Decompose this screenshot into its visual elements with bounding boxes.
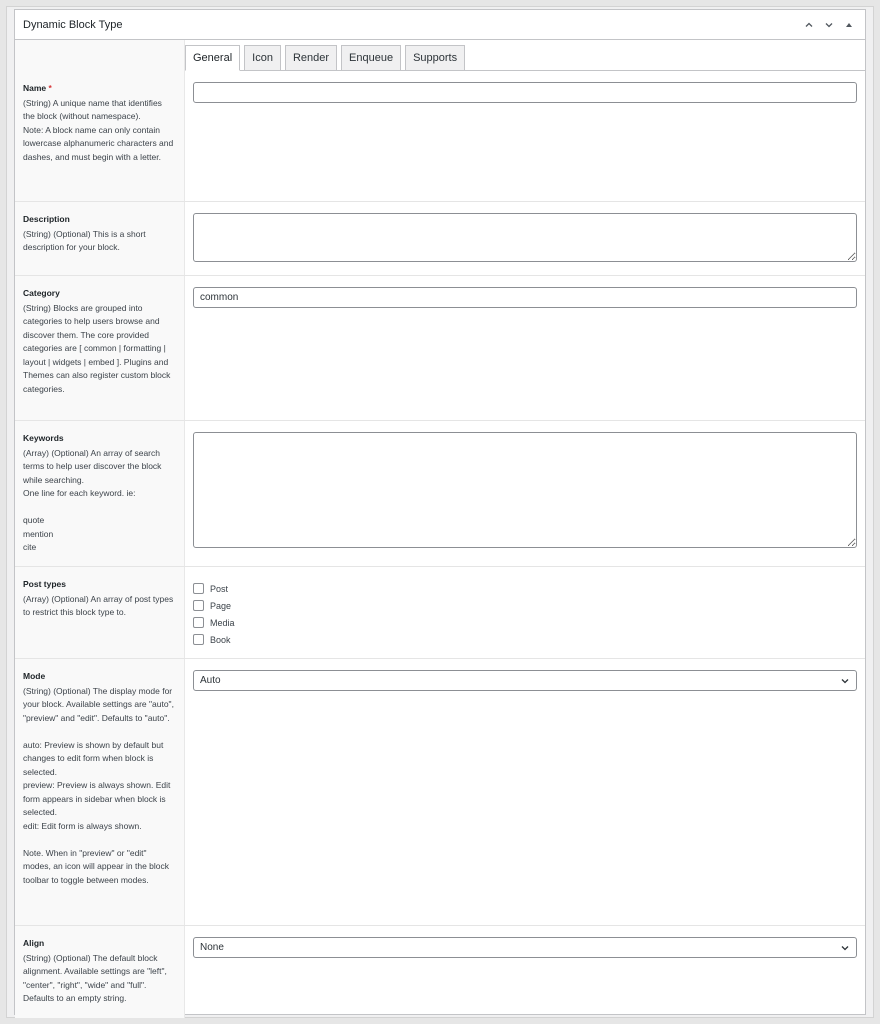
- move-down-icon[interactable]: [821, 17, 837, 33]
- tab-render[interactable]: Render: [285, 45, 337, 71]
- panel-header: [15, 10, 865, 40]
- post-type-option: [193, 631, 857, 648]
- required-mark: *: [48, 83, 52, 93]
- name-input[interactable]: [193, 82, 857, 103]
- post-checkbox[interactable]: [193, 583, 204, 594]
- move-up-icon[interactable]: [801, 17, 817, 33]
- tab-icon[interactable]: Icon: [244, 45, 281, 71]
- field-row-keywords: [15, 421, 865, 567]
- page-checkbox[interactable]: [193, 600, 204, 611]
- field-row-name: [15, 71, 865, 202]
- keywords-label: Keywords: [23, 433, 64, 443]
- page-option-label: Page: [210, 600, 232, 611]
- category-help: (String) Blocks are grouped into categories to help users browse and discover them. The core provided categories are [ common | formatting | layout | widgets | embed ]. Plugins and Themes can also register custom block categories.: [23, 302, 171, 394]
- post-type-option: [193, 597, 857, 614]
- name-label: Name: [23, 83, 47, 93]
- dynamic-block-type-panel: [14, 9, 866, 1015]
- tab-supports[interactable]: Supports: [405, 45, 465, 71]
- post-types-checkbox-list: [193, 580, 857, 648]
- field-row-description: [15, 202, 865, 276]
- field-row-category: [15, 276, 865, 421]
- tab-general[interactable]: General: [185, 45, 240, 71]
- align-selected-value: None: [200, 942, 224, 953]
- media-checkbox[interactable]: [193, 617, 204, 628]
- field-row-align: [15, 926, 865, 1018]
- align-label: Align: [23, 938, 45, 948]
- mode-selected-value: Auto: [200, 675, 221, 686]
- keywords-label-cell: [15, 421, 185, 566]
- field-row-post-types: [15, 567, 865, 659]
- panel-title: Dynamic Block Type: [23, 18, 123, 31]
- tab-bar: [15, 40, 865, 71]
- description-label-cell: [15, 202, 185, 275]
- description-label: Description: [23, 214, 70, 224]
- post-types-label-cell: [15, 567, 185, 658]
- book-option-label: Book: [210, 634, 231, 645]
- align-select[interactable]: [193, 937, 857, 958]
- chevron-down-icon: [840, 676, 850, 686]
- align-help: (String) (Optional) The default block alignment. Available settings are "left", "center", "right", "wide" and "full". Defaults to an empty string.: [23, 952, 167, 1003]
- mode-label: Mode: [23, 671, 46, 681]
- post-types-label: Post types: [23, 579, 66, 589]
- name-label-cell: [15, 71, 185, 201]
- media-option-label: Media: [210, 617, 235, 628]
- name-description: (String) A unique name that identifies the block (without namespace). Note: A block name can only contain lowercase alphanumeric characters and dashes, and must begin with a letter.: [23, 97, 174, 162]
- align-label-cell: [15, 926, 185, 1018]
- post-option-label: Post: [210, 583, 229, 594]
- post-type-option: [193, 580, 857, 597]
- category-label-cell: [15, 276, 185, 420]
- mode-help: (String) (Optional) The display mode for your block. Available settings are "auto", "preview" and "edit". Defaults to "auto". auto: Preview is shown by default but changes to edit form when block is selected. preview: Preview is always shown. Edit form appears in sidebar when block is selected. edit: Edit form is always shown. Note. When in "preview" or "edit" modes, an icon will appear in the block toolbar to toggle between modes.: [23, 685, 174, 885]
- mode-select[interactable]: [193, 670, 857, 691]
- screen-frame: [6, 6, 874, 1018]
- description-help: (String) (Optional) This is a short description for your block.: [23, 228, 146, 252]
- book-checkbox[interactable]: [193, 634, 204, 645]
- mode-label-cell: [15, 659, 185, 925]
- post-type-option: [193, 614, 857, 631]
- category-input[interactable]: [193, 287, 857, 308]
- post-types-help: (Array) (Optional) An array of post types to restrict this block type to.: [23, 593, 174, 617]
- field-row-mode: [15, 659, 865, 926]
- keywords-textarea[interactable]: [193, 432, 857, 548]
- category-label: Category: [23, 288, 60, 298]
- collapse-icon[interactable]: [841, 17, 857, 33]
- chevron-down-icon: [840, 943, 850, 953]
- keywords-help: (Array) (Optional) An array of search terms to help user discover the block while searching. One line for each keyword. ie: quote mention cite: [23, 447, 162, 552]
- tab-enqueue[interactable]: Enqueue: [341, 45, 401, 71]
- description-textarea[interactable]: [193, 213, 857, 262]
